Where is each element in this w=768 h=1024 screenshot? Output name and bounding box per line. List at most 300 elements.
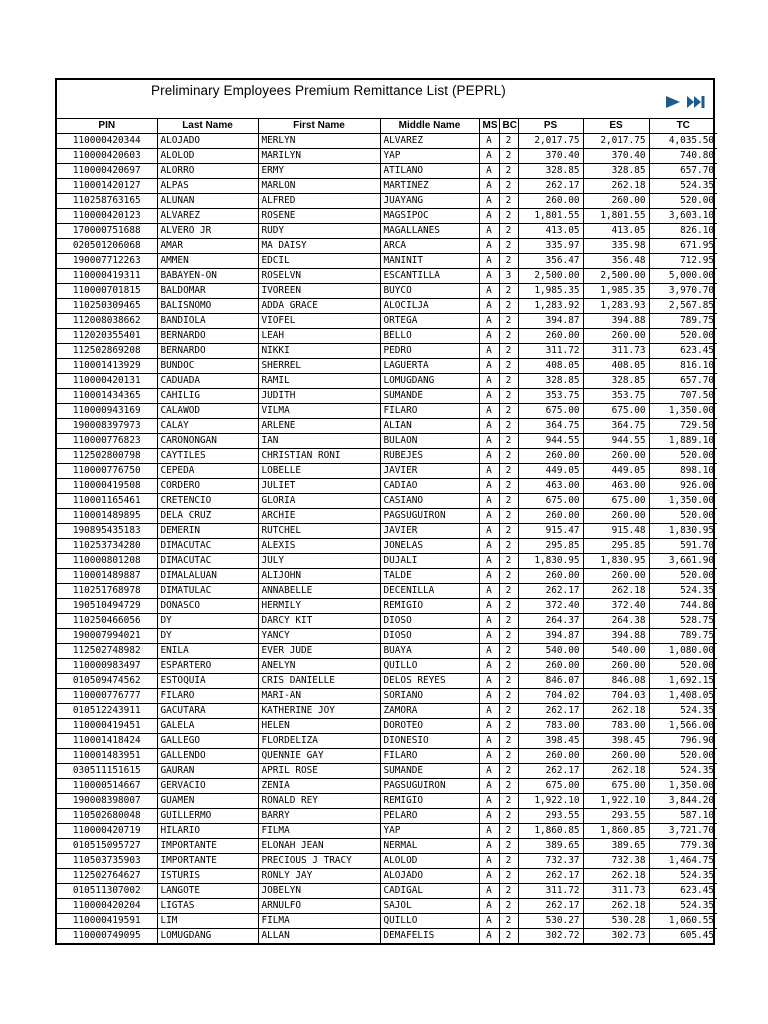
ps-cell: 328.85 <box>518 164 583 179</box>
ps-cell: 675.00 <box>518 494 583 509</box>
last-name-cell: FILARO <box>157 689 258 704</box>
last-name-cell: CEPEDA <box>157 464 258 479</box>
first-name-cell: FILMA <box>258 824 380 839</box>
es-cell: 413.05 <box>583 224 649 239</box>
last-name-cell: CAYTILES <box>157 449 258 464</box>
es-cell: 1,830.95 <box>583 554 649 569</box>
first-name-cell: ARLENE <box>258 419 380 434</box>
pin-cell: 110000419311 <box>57 269 157 284</box>
first-name-cell: VIOFEL <box>258 314 380 329</box>
first-name-cell: ERMY <box>258 164 380 179</box>
es-cell: 540.00 <box>583 644 649 659</box>
table-row <box>57 224 717 239</box>
es-cell: 1,283.93 <box>583 299 649 314</box>
table-row <box>57 509 717 524</box>
first-name-cell: MARI-AN <box>258 689 380 704</box>
middle-name-cell: PAGSUGUIRON <box>380 779 479 794</box>
tc-cell: 1,830.95 <box>649 524 717 539</box>
bc-cell: 2 <box>499 719 518 734</box>
ps-cell: 295.85 <box>518 539 583 554</box>
ms-cell: A <box>479 209 499 224</box>
ps-cell: 262.17 <box>518 584 583 599</box>
tc-cell: 657.70 <box>649 374 717 389</box>
ps-cell: 704.02 <box>518 689 583 704</box>
ps-cell: 264.37 <box>518 614 583 629</box>
ms-cell: A <box>479 794 499 809</box>
last-name-cell: GALELA <box>157 719 258 734</box>
tc-cell: 524.35 <box>649 179 717 194</box>
middle-name-cell: BULAON <box>380 434 479 449</box>
tc-cell: 1,464.75 <box>649 854 717 869</box>
last-name-cell: CRETENCIO <box>157 494 258 509</box>
tc-cell: 779.30 <box>649 839 717 854</box>
first-name-cell: ALFRED <box>258 194 380 209</box>
tc-cell: 789.75 <box>649 314 717 329</box>
middle-name-cell: JONELAS <box>380 539 479 554</box>
es-cell: 262.18 <box>583 179 649 194</box>
first-name-cell: ALIJOHN <box>258 569 380 584</box>
first-name-cell: PRECIOUS J TRACY <box>258 854 380 869</box>
ps-cell: 311.72 <box>518 884 583 899</box>
first-name-cell: KATHERINE JOY <box>258 704 380 719</box>
tc-cell: 524.35 <box>649 704 717 719</box>
es-cell: 311.73 <box>583 884 649 899</box>
last-name-cell: GUILLERMO <box>157 809 258 824</box>
table-row <box>57 869 717 884</box>
tc-cell: 520.00 <box>649 749 717 764</box>
table-row <box>57 314 717 329</box>
middle-name-cell: LOMUGDANG <box>380 374 479 389</box>
ms-cell: A <box>479 704 499 719</box>
middle-name-cell: ALOCILJA <box>380 299 479 314</box>
ms-cell: A <box>479 314 499 329</box>
first-name-cell: DARCY KIT <box>258 614 380 629</box>
pin-cell: 110000701815 <box>57 284 157 299</box>
pin-cell: 190895435183 <box>57 524 157 539</box>
tc-cell: 3,721.70 <box>649 824 717 839</box>
tc-cell: 4,035.50 <box>649 134 717 149</box>
table-row <box>57 914 717 929</box>
table-row <box>57 929 717 944</box>
bc-cell: 2 <box>499 509 518 524</box>
first-name-cell: IVOREEN <box>258 284 380 299</box>
first-name-cell: BARRY <box>258 809 380 824</box>
first-name-cell: HERMILY <box>258 599 380 614</box>
first-name-cell: HELEN <box>258 719 380 734</box>
last-name-cell: CALAY <box>157 419 258 434</box>
bc-cell: 2 <box>499 584 518 599</box>
middle-name-cell: SAJOL <box>380 899 479 914</box>
ps-cell: 260.00 <box>518 509 583 524</box>
bc-cell: 2 <box>499 524 518 539</box>
table-row <box>57 239 717 254</box>
first-name-cell: MERLYN <box>258 134 380 149</box>
tc-cell: 3,970.70 <box>649 284 717 299</box>
last-name-cell: GUAMEN <box>157 794 258 809</box>
es-cell: 394.88 <box>583 629 649 644</box>
ps-cell: 1,860.85 <box>518 824 583 839</box>
middle-name-cell: DOROTEO <box>380 719 479 734</box>
pin-cell: 110000983497 <box>57 659 157 674</box>
last-name-cell: ALPAS <box>157 179 258 194</box>
bc-cell: 2 <box>499 329 518 344</box>
es-cell: 846.08 <box>583 674 649 689</box>
table-row <box>57 569 717 584</box>
ms-cell: A <box>479 539 499 554</box>
tc-cell: 520.00 <box>649 509 717 524</box>
ps-cell: 1,801.55 <box>518 209 583 224</box>
last-name-cell: LOMUGDANG <box>157 929 258 944</box>
table-row <box>57 449 717 464</box>
tc-cell: 587.10 <box>649 809 717 824</box>
es-cell: 356.48 <box>583 254 649 269</box>
middle-name-cell: SORIANO <box>380 689 479 704</box>
last-name-cell: ESTOQUIA <box>157 674 258 689</box>
pin-cell: 110000943169 <box>57 404 157 419</box>
first-name-cell: RUDY <box>258 224 380 239</box>
skip-forward-icon[interactable] <box>687 96 705 108</box>
ms-cell: A <box>479 239 499 254</box>
play-icon[interactable] <box>665 96 681 108</box>
tc-cell: 524.35 <box>649 584 717 599</box>
pin-cell: 190008398007 <box>57 794 157 809</box>
last-name-cell: ALOJADO <box>157 134 258 149</box>
table-row <box>57 404 717 419</box>
es-cell: 704.03 <box>583 689 649 704</box>
ms-cell: A <box>479 584 499 599</box>
bc-cell: 2 <box>499 299 518 314</box>
bc-cell: 2 <box>499 194 518 209</box>
middle-name-cell: JAVIER <box>380 464 479 479</box>
ms-cell: A <box>479 554 499 569</box>
tc-cell: 520.00 <box>649 659 717 674</box>
bc-cell: 2 <box>499 179 518 194</box>
middle-name-cell: MARTINEZ <box>380 179 479 194</box>
table-row <box>57 299 717 314</box>
pin-cell: 112020355401 <box>57 329 157 344</box>
last-name-cell: DELA CRUZ <box>157 509 258 524</box>
es-cell: 408.05 <box>583 359 649 374</box>
ms-cell: A <box>479 299 499 314</box>
bc-cell: 2 <box>499 899 518 914</box>
ps-cell: 394.87 <box>518 314 583 329</box>
es-cell: 293.55 <box>583 809 649 824</box>
tc-cell: 816.10 <box>649 359 717 374</box>
table-row <box>57 764 717 779</box>
tc-cell: 524.35 <box>649 764 717 779</box>
bc-cell: 2 <box>499 929 518 944</box>
ms-cell: A <box>479 404 499 419</box>
ps-cell: 353.75 <box>518 389 583 404</box>
pin-cell: 112502764627 <box>57 869 157 884</box>
pin-cell: 110001420127 <box>57 179 157 194</box>
bc-cell: 2 <box>499 854 518 869</box>
middle-name-cell: SUMANDE <box>380 764 479 779</box>
last-name-cell: GERVACIO <box>157 779 258 794</box>
last-name-cell: DIMACUTAC <box>157 554 258 569</box>
table-row <box>57 554 717 569</box>
ps-cell: 262.17 <box>518 899 583 914</box>
table-row <box>57 854 717 869</box>
table-row <box>57 884 717 899</box>
ms-cell: A <box>479 809 499 824</box>
middle-name-cell: ALOJADO <box>380 869 479 884</box>
ms-cell: A <box>479 464 499 479</box>
first-name-cell: ARCHIE <box>258 509 380 524</box>
ps-cell: 846.07 <box>518 674 583 689</box>
ps-cell: 260.00 <box>518 329 583 344</box>
ms-cell: A <box>479 929 499 944</box>
last-name-cell: AMAR <box>157 239 258 254</box>
ps-cell: 260.00 <box>518 194 583 209</box>
middle-name-cell: BUYCO <box>380 284 479 299</box>
ps-cell: 915.47 <box>518 524 583 539</box>
pin-cell: 112008038662 <box>57 314 157 329</box>
remittance-document <box>55 78 715 945</box>
middle-name-cell: MAGALLANES <box>380 224 479 239</box>
last-name-cell: IMPORTANTE <box>157 839 258 854</box>
pin-cell: 110000420131 <box>57 374 157 389</box>
es-cell: 2,017.75 <box>583 134 649 149</box>
ps-cell: 262.17 <box>518 869 583 884</box>
ms-cell: A <box>479 629 499 644</box>
ms-cell: A <box>479 614 499 629</box>
tc-cell: 729.50 <box>649 419 717 434</box>
last-name-cell: BABAYEN-ON <box>157 269 258 284</box>
ps-cell: 1,283.92 <box>518 299 583 314</box>
last-name-cell: BALISNOMO <box>157 299 258 314</box>
last-name-cell: GALLENDO <box>157 749 258 764</box>
ps-cell: 394.87 <box>518 629 583 644</box>
table-row <box>57 479 717 494</box>
first-name-cell: JUDITH <box>258 389 380 404</box>
ps-cell: 335.97 <box>518 239 583 254</box>
bc-cell: 3 <box>499 269 518 284</box>
ps-cell: 463.00 <box>518 479 583 494</box>
last-name-cell: LANGOTE <box>157 884 258 899</box>
bc-cell: 2 <box>499 539 518 554</box>
ps-cell: 413.05 <box>518 224 583 239</box>
first-name-cell: ROSENE <box>258 209 380 224</box>
last-name-cell: DEMERIN <box>157 524 258 539</box>
table-row <box>57 329 717 344</box>
last-name-cell: CAHILIG <box>157 389 258 404</box>
table-row <box>57 644 717 659</box>
first-name-cell: RONALD REY <box>258 794 380 809</box>
table-row <box>57 344 717 359</box>
middle-name-cell: PELARO <box>380 809 479 824</box>
table-row <box>57 749 717 764</box>
first-name-cell: ALLAN <box>258 929 380 944</box>
pin-cell: 110000776750 <box>57 464 157 479</box>
tc-cell: 520.00 <box>649 449 717 464</box>
es-cell: 675.00 <box>583 494 649 509</box>
ps-cell: 262.17 <box>518 764 583 779</box>
pin-cell: 110000749095 <box>57 929 157 944</box>
ms-cell: A <box>479 434 499 449</box>
pin-cell: 110000420697 <box>57 164 157 179</box>
bc-cell: 2 <box>499 734 518 749</box>
bc-cell: 2 <box>499 794 518 809</box>
bc-cell: 2 <box>499 284 518 299</box>
table-row <box>57 464 717 479</box>
tc-cell: 926.00 <box>649 479 717 494</box>
remittance-table <box>57 119 717 943</box>
bc-cell: 2 <box>499 164 518 179</box>
pin-cell: 110001434365 <box>57 389 157 404</box>
last-name-cell: GALLEGO <box>157 734 258 749</box>
tc-cell: 789.75 <box>649 629 717 644</box>
pin-cell: 110258763165 <box>57 194 157 209</box>
first-name-cell: JULIET <box>258 479 380 494</box>
es-cell: 915.48 <box>583 524 649 539</box>
last-name-cell: DIMALALUAN <box>157 569 258 584</box>
middle-name-cell: FILARO <box>380 749 479 764</box>
ps-cell: 675.00 <box>518 779 583 794</box>
table-row <box>57 419 717 434</box>
middle-name-cell: ORTEGA <box>380 314 479 329</box>
pin-cell: 110000514667 <box>57 779 157 794</box>
es-cell: 262.18 <box>583 899 649 914</box>
tc-cell: 796.90 <box>649 734 717 749</box>
ms-cell: A <box>479 494 499 509</box>
pin-cell: 170000751688 <box>57 224 157 239</box>
tc-cell: 3,603.10 <box>649 209 717 224</box>
last-name-cell: CALAWOD <box>157 404 258 419</box>
middle-name-cell: ATILANO <box>380 164 479 179</box>
table-row <box>57 134 717 149</box>
ps-cell: 372.40 <box>518 599 583 614</box>
column-header-tc: TC <box>649 119 717 134</box>
es-cell: 311.73 <box>583 344 649 359</box>
table-row <box>57 194 717 209</box>
pin-cell: 110000420204 <box>57 899 157 914</box>
middle-name-cell: REMIGIO <box>380 599 479 614</box>
pin-cell: 010515095727 <box>57 839 157 854</box>
last-name-cell: ALUNAN <box>157 194 258 209</box>
ms-cell: A <box>479 524 499 539</box>
last-name-cell: ALORRO <box>157 164 258 179</box>
tc-cell: 524.35 <box>649 869 717 884</box>
first-name-cell: ELONAH JEAN <box>258 839 380 854</box>
table-row <box>57 209 717 224</box>
table-row <box>57 374 717 389</box>
es-cell: 328.85 <box>583 374 649 389</box>
first-name-cell: LOBELLE <box>258 464 380 479</box>
ms-cell: A <box>479 224 499 239</box>
table-row <box>57 524 717 539</box>
pin-cell: 110253734280 <box>57 539 157 554</box>
last-name-cell: ALOLOD <box>157 149 258 164</box>
tc-cell: 740.80 <box>649 149 717 164</box>
tc-cell: 3,661.90 <box>649 554 717 569</box>
bc-cell: 2 <box>499 449 518 464</box>
bc-cell: 2 <box>499 254 518 269</box>
es-cell: 944.55 <box>583 434 649 449</box>
table-row <box>57 809 717 824</box>
last-name-cell: DIMACUTAC <box>157 539 258 554</box>
tc-cell: 1,060.55 <box>649 914 717 929</box>
es-cell: 389.65 <box>583 839 649 854</box>
es-cell: 260.00 <box>583 509 649 524</box>
ps-cell: 944.55 <box>518 434 583 449</box>
middle-name-cell: DEMAFELIS <box>380 929 479 944</box>
ms-cell: A <box>479 479 499 494</box>
table-row <box>57 689 717 704</box>
pin-cell: 110000801208 <box>57 554 157 569</box>
table-row <box>57 899 717 914</box>
middle-name-cell: QUILLO <box>380 659 479 674</box>
ms-cell: A <box>479 734 499 749</box>
bc-cell: 2 <box>499 839 518 854</box>
first-name-cell: RONLY JAY <box>258 869 380 884</box>
tc-cell: 1,350.00 <box>649 779 717 794</box>
tc-cell: 591.70 <box>649 539 717 554</box>
first-name-cell: SHERREL <box>258 359 380 374</box>
table-row <box>57 614 717 629</box>
middle-name-cell: DIONESIO <box>380 734 479 749</box>
middle-name-cell: NERMAL <box>380 839 479 854</box>
table-header-row <box>57 119 717 134</box>
middle-name-cell: ALIAN <box>380 419 479 434</box>
tc-cell: 1,889.10 <box>649 434 717 449</box>
bc-cell: 2 <box>499 344 518 359</box>
middle-name-cell: ALVAREZ <box>380 134 479 149</box>
bc-cell: 2 <box>499 209 518 224</box>
pagination-controls <box>665 96 705 108</box>
pin-cell: 110502680048 <box>57 809 157 824</box>
ms-cell: A <box>479 839 499 854</box>
first-name-cell: APRIL ROSE <box>258 764 380 779</box>
middle-name-cell: QUILLO <box>380 914 479 929</box>
middle-name-cell: JUAYANG <box>380 194 479 209</box>
ms-cell: A <box>479 179 499 194</box>
last-name-cell: DY <box>157 614 258 629</box>
middle-name-cell: TALDE <box>380 569 479 584</box>
bc-cell: 2 <box>499 824 518 839</box>
table-row <box>57 434 717 449</box>
middle-name-cell: PEDRO <box>380 344 479 359</box>
middle-name-cell: DUJALI <box>380 554 479 569</box>
bc-cell: 2 <box>499 434 518 449</box>
last-name-cell: BUNDOC <box>157 359 258 374</box>
last-name-cell: HILARIO <box>157 824 258 839</box>
first-name-cell: ZENIA <box>258 779 380 794</box>
tc-cell: 1,408.05 <box>649 689 717 704</box>
ps-cell: 302.72 <box>518 929 583 944</box>
pin-cell: 190510494729 <box>57 599 157 614</box>
ms-cell: A <box>479 899 499 914</box>
first-name-cell: EDCIL <box>258 254 380 269</box>
first-name-cell: JOBELYN <box>258 884 380 899</box>
pin-cell: 020501206068 <box>57 239 157 254</box>
ms-cell: A <box>479 779 499 794</box>
pin-cell: 110001483951 <box>57 749 157 764</box>
middle-name-cell: SUMANDE <box>380 389 479 404</box>
ms-cell: A <box>479 764 499 779</box>
es-cell: 260.00 <box>583 749 649 764</box>
last-name-cell: CARONONGAN <box>157 434 258 449</box>
first-name-cell: IAN <box>258 434 380 449</box>
ms-cell: A <box>479 689 499 704</box>
ps-cell: 1,985.35 <box>518 284 583 299</box>
table-row <box>57 539 717 554</box>
ms-cell: A <box>479 569 499 584</box>
bc-cell: 2 <box>499 659 518 674</box>
pin-cell: 010512243911 <box>57 704 157 719</box>
table-row <box>57 269 717 284</box>
pin-cell: 110001165461 <box>57 494 157 509</box>
